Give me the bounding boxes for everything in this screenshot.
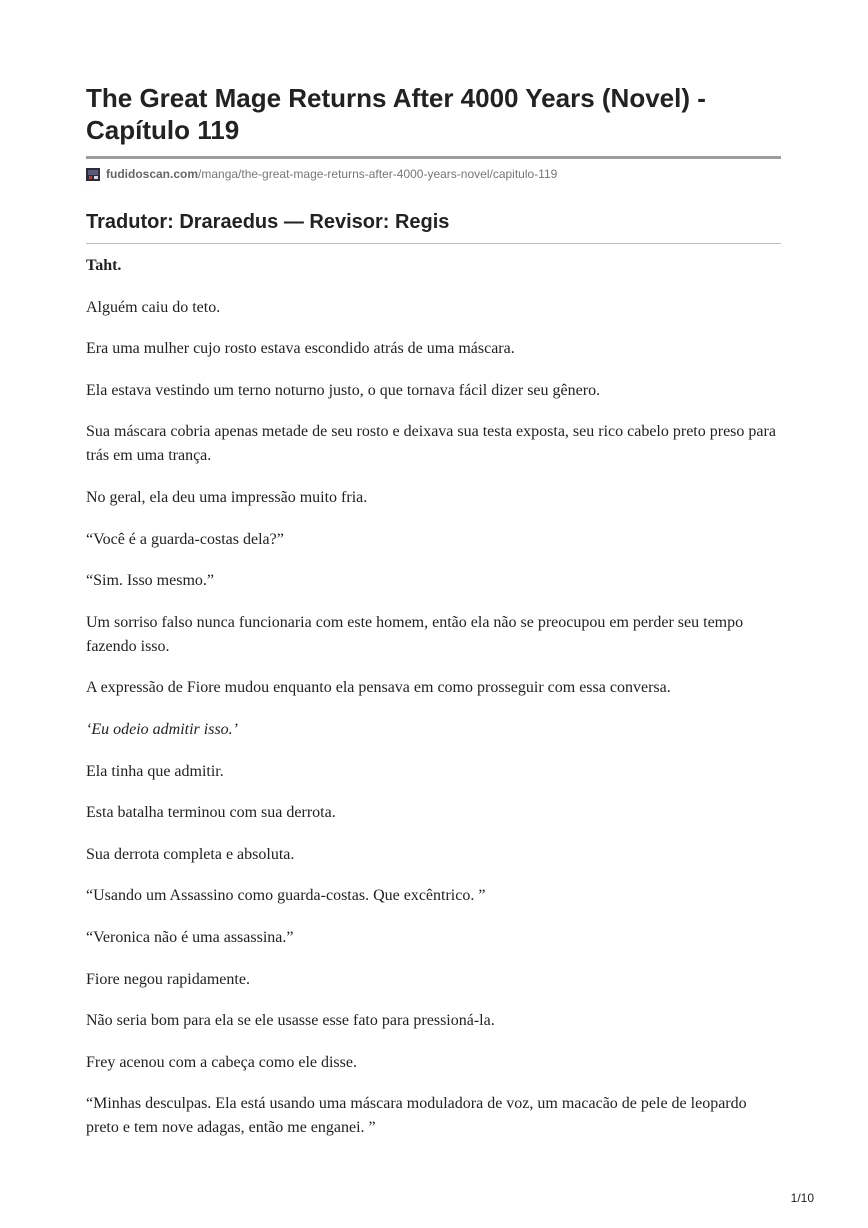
paragraph: Sua máscara cobria apenas metade de seu rosto e deixava sua testa exposta, seu rico cabelo preto preso para trás em uma trança. <box>86 423 776 465</box>
credits-heading: Tradutor: Draraedus — Revisor: Regis <box>86 209 781 244</box>
paragraph: Esta batalha terminou com sua derrota. <box>86 804 336 822</box>
paragraph: Era uma mulher cujo rosto estava escondido atrás de uma máscara. <box>86 340 515 358</box>
source-domain[interactable]: fudidoscan.com <box>106 167 199 181</box>
paragraph: Ela estava vestindo um terno noturno justo, o que tornava fácil dizer seu gênero. <box>86 381 601 399</box>
paragraph: “Sim. Isso mesmo.” <box>86 572 214 590</box>
paragraph: Não seria bom para ela se ele usasse esse fato para pressioná-la. <box>86 1012 495 1030</box>
paragraph: “Minhas desculpas. Ela está usando uma máscara moduladora de voz, um macacão de pele de leopardo preto e tem nove adagas, então me enganei. ” <box>86 1095 747 1137</box>
paragraph: “Usando um Assassino como guarda-costas. Que excêntrico. ” <box>86 887 486 905</box>
paragraph: A expressão de Fiore mudou enquanto ela pensava em como prosseguir com essa conversa. <box>86 679 671 697</box>
document-title: The Great Mage Returns After 4000 Years (Novel) - Capítulo 119 <box>86 82 781 159</box>
paragraph: Um sorriso falso nunca funcionaria com este homem, então ela não se preocupou em perder seu tempo fazendo isso. <box>86 613 744 655</box>
paragraph: “Veronica não é uma assassina.” <box>86 928 294 946</box>
source-line <box>86 165 781 183</box>
paragraph: Frey acenou com a cabeça como ele disse. <box>86 1053 357 1071</box>
chapter-body <box>86 254 781 1140</box>
paragraph: Alguém caiu do teto. <box>86 298 221 316</box>
paragraph: ‘Eu odeio admitir isso.’ <box>86 720 238 738</box>
site-favicon-icon <box>86 167 101 182</box>
document-page <box>86 82 781 1158</box>
paragraph: Fiore negou rapidamente. <box>86 970 250 988</box>
page-number: 1/10 <box>790 1191 814 1205</box>
paragraph: Sua derrota completa e absoluta. <box>86 845 295 863</box>
paragraph: Taht. <box>86 257 122 274</box>
paragraph: “Você é a guarda-costas dela?” <box>86 530 284 548</box>
paragraph: No geral, ela deu uma impressão muito fria. <box>86 488 368 506</box>
paragraph: Ela tinha que admitir. <box>86 762 224 780</box>
source-path[interactable]: /manga/the-great-mage-returns-after-4000-years-novel/capitulo-119 <box>198 167 558 181</box>
